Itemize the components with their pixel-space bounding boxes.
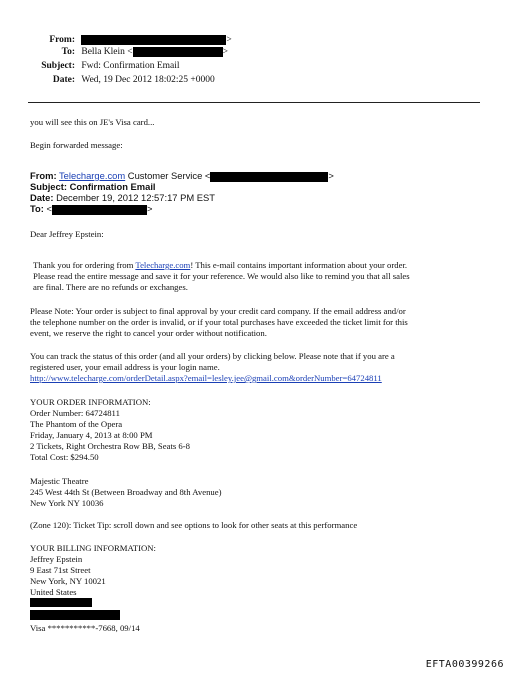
- thanks-line-2: Please read the entire message and save it for your reference. We would also like to remind you that all sales: [33, 271, 410, 281]
- fwd-from-value: Customer Service <: [125, 170, 211, 181]
- thanks-line-3: are final. There are no refunds or exchanges.: [33, 282, 188, 292]
- fwd-to-close: >: [146, 203, 153, 214]
- zone-tip: (Zone 120): Ticket Tip: scroll down and see options to look for other seats at this performance: [30, 520, 358, 530]
- redaction-bar: [133, 47, 223, 57]
- fwd-from-label: From:: [30, 170, 57, 181]
- show-datetime: Friday, January 4, 2013 at 8:00 PM: [30, 430, 153, 440]
- header-subject-label: Subject:: [41, 61, 75, 71]
- fwd-from-row: [30, 170, 485, 182]
- fwd-subject-row: [30, 181, 485, 192]
- note-line-3: event, we reserve the right to cancel your order without notification.: [30, 328, 267, 338]
- billing-street: 9 East 71st Street: [30, 565, 91, 575]
- header-to-label: To:: [61, 47, 75, 57]
- fwd-subject-label: Subject:: [30, 181, 67, 192]
- ticket-seats: 2 Tickets, Right Orchestra Row BB, Seats 6-8: [30, 441, 190, 451]
- fwd-from-close: >: [328, 170, 334, 181]
- billing-heading: YOUR BILLING INFORMATION:: [30, 543, 156, 553]
- track-paragraph: [30, 351, 480, 384]
- header-subject-row: [0, 60, 250, 72]
- header-from-close: >: [226, 35, 232, 45]
- fwd-date-label: Date:: [30, 192, 54, 203]
- fwd-from-link[interactable]: Telecharge.com: [59, 170, 126, 181]
- total-cost: Total Cost: $294.50: [30, 452, 99, 462]
- thanks-pre: Thank you for ordering from: [33, 260, 136, 270]
- venue-info: [30, 476, 480, 509]
- note-line-2: the telephone number on the order is invalid, or if your total purchases have exceeded the ticket limit for this: [30, 317, 408, 327]
- track-line-1: You can track the status of this order (and all your orders) by clicking below. Please note that if you are a: [30, 351, 395, 361]
- fwd-date-row: [30, 192, 485, 203]
- venue-name: Majestic Theatre: [30, 476, 89, 486]
- begin-forwarded: Begin forwarded message:: [30, 140, 123, 150]
- show-title: The Phantom of the Opera: [30, 419, 123, 429]
- document-id: EFTA00399266: [425, 659, 504, 670]
- body-note: you will see this on JE's Visa card...: [30, 117, 155, 127]
- redaction-bar: [52, 205, 147, 215]
- header-date-value: Wed, 19 Dec 2012 18:02:25 +0000: [81, 75, 215, 85]
- header-to-value: Bella Klein <: [81, 47, 133, 57]
- fwd-to-open: <: [46, 203, 52, 214]
- card-info: Visa ***********-7668, 09/14: [30, 623, 140, 633]
- venue-address: 245 West 44th St (Between Broadway and 8th Avenue): [30, 487, 222, 497]
- fwd-date-value: December 19, 2012 12:57:17 PM EST: [56, 192, 216, 203]
- header-from-row: [0, 34, 250, 46]
- fwd-to-label: To:: [30, 203, 44, 214]
- billing-info: [30, 543, 480, 598]
- order-info: [30, 397, 480, 463]
- header-from-label: From:: [49, 35, 75, 45]
- order-number: Order Number: 64724811: [30, 408, 120, 418]
- billing-country: United States: [30, 587, 77, 597]
- billing-city: New York, NY 10021: [30, 576, 106, 586]
- header-to-row: [0, 46, 250, 58]
- order-heading: YOUR ORDER INFORMATION:: [30, 397, 151, 407]
- note-line-1: Please Note: Your order is subject to final approval by your credit card company. If the email address and/or: [30, 306, 406, 316]
- redaction-bar: [30, 610, 120, 620]
- fwd-subject-value: Confirmation Email: [69, 181, 156, 192]
- header-divider: [28, 102, 480, 103]
- header-date-label: Date:: [52, 75, 75, 85]
- billing-name: Jeffrey Epstein: [30, 554, 83, 564]
- redaction-bar: [81, 35, 226, 45]
- thanks-link[interactable]: Telecharge.com: [135, 260, 191, 270]
- thanks-line-1: [33, 260, 483, 271]
- header-subject-value: Fwd: Confirmation Email: [81, 61, 180, 71]
- fwd-to-row: [30, 203, 485, 215]
- thanks-paragraph: [33, 260, 483, 293]
- venue-city: New York NY 10036: [30, 498, 104, 508]
- header-date-row: [0, 74, 250, 86]
- note-paragraph: [30, 306, 480, 339]
- header-to-close: >: [222, 47, 228, 57]
- track-order-link[interactable]: http://www.telecharge.com/orderDetail.aspx?email=lesley.jee@gmail.com&orderNumber=64724811: [30, 373, 382, 383]
- greeting: Dear Jeffrey Epstein:: [30, 229, 104, 239]
- thanks-post: ! This e-mail contains important information about your order.: [190, 260, 408, 270]
- redaction-bar: [30, 598, 92, 607]
- track-line-2: registered user, your email address is your login name.: [30, 362, 220, 372]
